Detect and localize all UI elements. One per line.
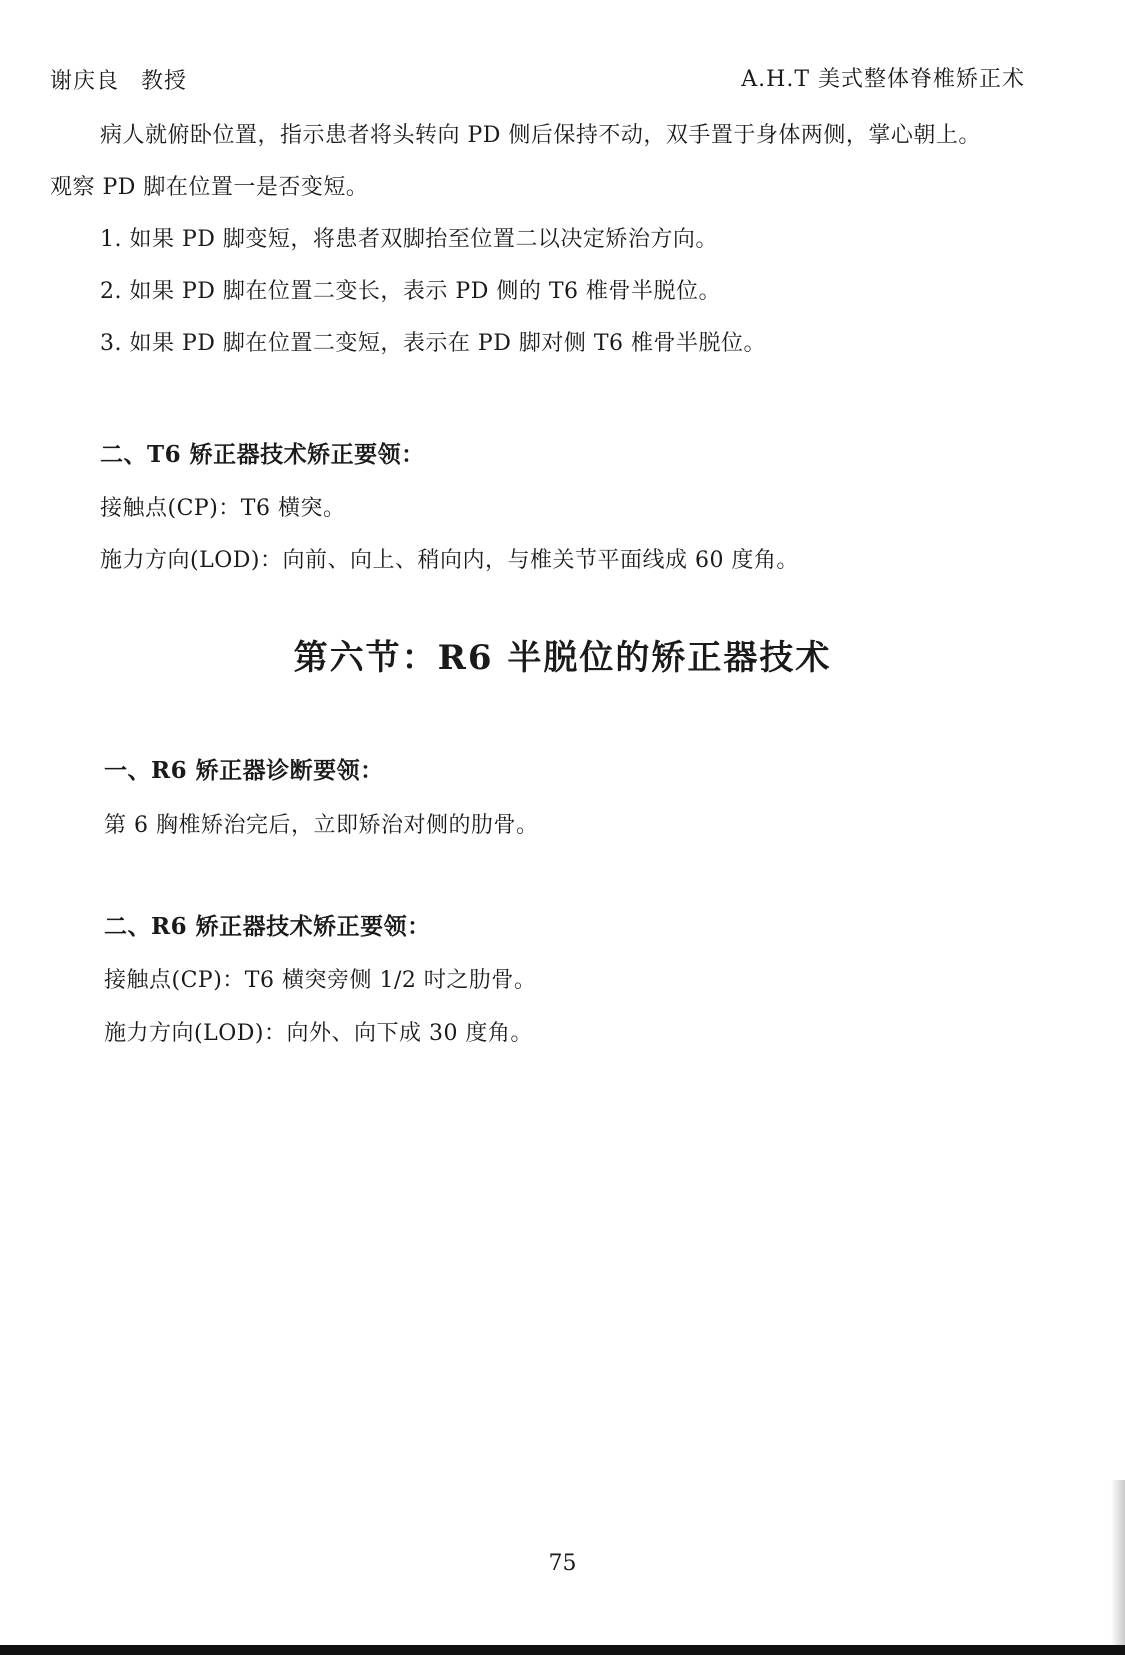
- section-title: 第六节：R6 半脱位的矫正器技术: [293, 638, 832, 678]
- scan-bottom-edge: [0, 1645, 1125, 1655]
- r6-diagnosis-text: 第 6 胸椎矫治完后，立即矫治对侧的肋骨。: [104, 813, 539, 838]
- page-number: 75: [548, 1551, 577, 1576]
- r6-contact-point: 接触点(CP)：T6 横突旁侧 1/2 吋之肋骨。: [104, 968, 537, 993]
- step-item-2: 2. 如果 PD 脚在位置二变长，表示 PD 侧的 T6 椎骨半脱位。: [100, 279, 721, 304]
- intro-line-2: 观察 PD 脚在位置一是否变短。: [50, 175, 369, 200]
- header-author: [50, 64, 187, 95]
- t6-line-of-drive: 施力方向(LOD)：向前、向上、稍向内，与椎关节平面线成 60 度角。: [100, 548, 799, 573]
- intro-line-1: 病人就俯卧位置，指示患者将头转向 PD 侧后保持不动，双手置于身体两侧，掌心朝上。: [100, 123, 981, 148]
- r6-line-of-drive: 施力方向(LOD)：向外、向下成 30 度角。: [104, 1021, 533, 1046]
- r6-technique-heading: 二、R6 矫正器技术矫正要领：: [104, 913, 431, 940]
- t6-technique-heading: 二、T6 矫正器技术矫正要领：: [100, 441, 425, 468]
- t6-contact-point: 接触点(CP)：T6 横突。: [100, 496, 346, 521]
- author-name: 谢庆良: [50, 69, 120, 94]
- r6-diagnosis-heading: 一、R6 矫正器诊断要领：: [104, 757, 384, 784]
- step-item-1: 1. 如果 PD 脚变短，将患者双脚抬至位置二以决定矫治方向。: [100, 227, 718, 252]
- header-book-title: A.H.T 美式整体脊椎矫正术: [741, 67, 1025, 92]
- step-item-3: 3. 如果 PD 脚在位置二变短，表示在 PD 脚对侧 T6 椎骨半脱位。: [100, 331, 766, 356]
- author-title: 教授: [141, 69, 188, 94]
